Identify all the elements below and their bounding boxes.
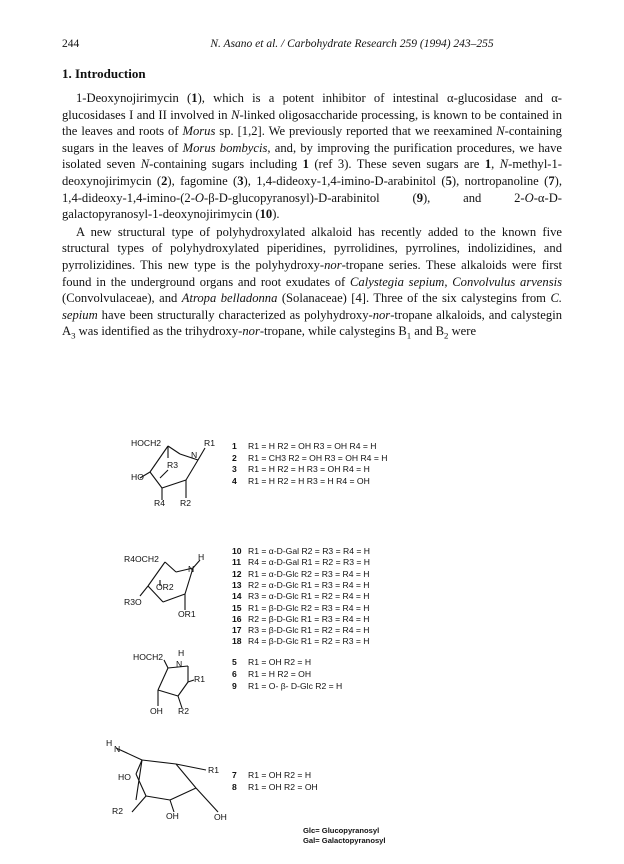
text-segment: O <box>524 190 534 205</box>
atom-label: OR1 <box>178 609 196 619</box>
compound-number: 5 <box>232 657 237 667</box>
substituent-definition: R3 = α-D-Glc R1 = R2 = R4 = H <box>248 591 370 602</box>
compound-number: 12 <box>232 568 242 579</box>
text-segment: ), 1,4-dideoxy-1,4-imino-D-arabinitol ( <box>243 173 446 188</box>
compound-entry <box>232 625 369 635</box>
text-segment: have been structurally characterized as polyhydroxy- <box>97 307 373 322</box>
compound-entry <box>232 614 369 624</box>
compound-number: 8 <box>232 782 237 792</box>
text-segment: 2 <box>444 330 449 341</box>
running-head: N. Asano et al. / Carbohydrate Research 259 (1994) 243–255 <box>210 38 494 50</box>
text-segment: 9 <box>416 190 423 205</box>
abbrev-legend-glc: Glc= Glucopyranosyl <box>303 826 380 835</box>
atom-label: OH <box>150 706 163 716</box>
text-segment: 5 <box>445 173 452 188</box>
compound-entry <box>232 681 342 691</box>
compound-number: 7 <box>232 770 237 780</box>
compound-entry <box>232 636 369 646</box>
atom-label: OH <box>214 812 227 822</box>
substituent-definition: R1 = β-D-Glc R2 = R3 = R4 = H <box>248 602 370 613</box>
text-segment: 3 <box>71 330 76 341</box>
compound-entry <box>232 453 387 463</box>
atom-label: N <box>176 659 183 669</box>
text-segment: sp. [1,2]. We previously reported that we reexamined <box>215 124 497 139</box>
text-segment: -tropane alkaloids, and calystegin A <box>62 307 562 339</box>
atom-label: H <box>198 552 205 562</box>
text-segment: nor <box>324 257 342 272</box>
substituent-definition: R1 = OH R2 = OH <box>248 782 318 792</box>
atom-label: N <box>114 744 121 754</box>
compound-number: 3 <box>232 464 237 475</box>
compound-number: 9 <box>232 680 237 691</box>
atom-label: HOCH2 <box>131 438 162 448</box>
abbrev-legend-gal: Gal= Galactopyranosyl <box>303 836 386 845</box>
atom-label: R3O <box>124 597 142 607</box>
substituent-definition: R2 = α-D-Glc R1 = R3 = R4 = H <box>248 579 370 590</box>
text-segment: N <box>496 124 505 139</box>
compound-entry <box>232 569 370 579</box>
atom-label: R1 <box>194 674 205 684</box>
text-segment: N <box>499 157 509 172</box>
atom-label: R4 <box>154 498 165 508</box>
text-segment: ), and 2- <box>422 190 525 205</box>
text-segment: nor <box>372 307 391 322</box>
atom-label: HOCH2 <box>133 652 164 662</box>
text-segment: N <box>231 107 240 122</box>
text-segment: 2 <box>161 173 168 188</box>
compound-entry <box>232 557 370 567</box>
text-segment: nor <box>242 324 260 339</box>
atom-label: N <box>188 564 195 574</box>
text-segment: (Convolvulaceae), and <box>62 291 182 306</box>
text-segment: Morus bombycis <box>182 140 268 155</box>
text-segment: 3 <box>237 173 244 188</box>
text-segment: N <box>140 157 150 172</box>
section-heading: 1. Introduction <box>62 66 146 81</box>
text-segment: (Solanaceae) [4]. Three of the six calystegins from <box>277 291 551 306</box>
atom-label: H <box>178 648 185 658</box>
compound-number: 4 <box>232 475 237 486</box>
compound-number: 17 <box>232 625 242 636</box>
text-segment: A new structural type of polyhydroxylated alkaloid has recently added to the known five structural types of polyhydroxylated piperidines, pyrrolidines, pyrrolines, indolizidines, and pyrrolizidines. This new type is the polyhydroxy- <box>62 224 562 272</box>
text-segment: -linked oligosaccharide processing, is known to be contained in the leaves and roots of <box>62 107 562 139</box>
text-segment: , and, by improving the purification procedures, we have isolated seven <box>62 140 562 172</box>
text-segment: were <box>448 324 477 339</box>
substituent-definition: R1 = α-D-Glc R2 = R3 = R4 = H <box>248 568 370 579</box>
compound-number: 18 <box>232 636 242 647</box>
text-segment: -α-D-galactopyranosyl-1-deoxynojirimycin ( <box>62 190 562 222</box>
compound-entry <box>232 770 311 780</box>
compound-number: 11 <box>232 557 242 568</box>
atom-label: R2 <box>180 498 191 508</box>
text-segment: 7 <box>548 173 555 188</box>
text-segment: -containing sugars in the leaves of <box>62 124 562 155</box>
text-segment: 1 <box>406 330 412 341</box>
substituent-definition: R1 = H R2 = OH R3 = OH R4 = H <box>248 441 377 451</box>
substituent-definition: R1 = H R2 = H R3 = H R4 = OH <box>248 475 370 486</box>
atom-label: R4OCH2 <box>124 554 159 564</box>
text-segment: was identified as the trihydroxy- <box>75 324 243 339</box>
substituent-definition: R1 = CH3 R2 = OH R3 = OH R4 = H <box>248 452 388 463</box>
text-segment: ), 1,4-dideoxy-1,4-imino-(2- <box>62 173 562 205</box>
atom-label: HO <box>118 772 131 782</box>
compound-entry <box>232 782 318 792</box>
atom-label: H <box>106 738 113 748</box>
text-segment: Calystegia sepium <box>350 274 445 289</box>
text-segment: 1-Deoxynojirimycin ( <box>76 91 192 105</box>
substituent-definition: R1 = OH R2 = H <box>248 770 312 780</box>
text-segment: ), which is a potent inhibitor of intestinal α-glucosidase and α-glucosidases I and II involved in <box>62 91 563 122</box>
text-segment: C. sepium <box>62 291 562 322</box>
compound-entry <box>232 476 370 486</box>
compound-number: 1 <box>232 441 237 451</box>
text-segment: , <box>491 157 500 172</box>
substituent-definition: R1 = H R2 = OH <box>248 668 312 679</box>
substituent-definition: R1 = α-D-Gal R2 = R3 = R4 = H <box>248 546 370 556</box>
compound-entry <box>232 464 370 474</box>
atom-label: R1 <box>208 765 219 775</box>
atom-label: OH <box>166 811 179 821</box>
text-segment: O <box>194 190 205 205</box>
atom-label: R1 <box>204 438 215 448</box>
atom-label: R2 <box>178 706 189 716</box>
atom-label: OR2 <box>156 582 174 592</box>
substituent-definition: R4 = β-D-Glc R1 = R2 = R3 = H <box>248 636 370 647</box>
substituent-definition: R1 = OH R2 = H <box>248 657 312 667</box>
text-segment: and B <box>411 324 445 339</box>
text-segment: ). <box>272 207 280 222</box>
text-segment: (ref 3). These seven sugars are <box>308 157 485 172</box>
compound-number: 16 <box>232 613 242 624</box>
text-segment: 1 <box>191 91 198 105</box>
nortropane-structure <box>116 748 218 812</box>
text-segment: -methyl-1-deoxynojirimycin ( <box>62 157 562 188</box>
compound-entry <box>232 591 370 601</box>
compound-number: 13 <box>232 579 242 590</box>
substituent-definition: R3 = β-D-Glc R1 = R2 = R4 = H <box>248 625 370 636</box>
text-segment: , <box>444 274 453 289</box>
text-segment: -tropane series. These alkaloids were first found in the underground organs and root exudates of <box>62 257 562 289</box>
text-segment: 10 <box>259 207 273 222</box>
substituent-definition: R1 = O- β- D-Glc R2 = H <box>248 680 343 691</box>
page-number: 244 <box>62 38 80 50</box>
substituent-definition: R1 = H R2 = H R3 = OH R4 = H <box>248 464 370 475</box>
compound-entry <box>232 603 369 613</box>
text-segment: -containing sugars including <box>149 157 303 172</box>
text-segment: Convolvulus arvensis <box>452 274 562 289</box>
substituent-definition: R2 = β-D-Glc R1 = R3 = R4 = H <box>248 613 370 624</box>
atom-label: HO <box>131 472 144 482</box>
compound-entry <box>232 669 311 679</box>
compound-number: 14 <box>232 591 242 602</box>
compound-number: 15 <box>232 602 242 613</box>
text-segment: Atropa belladonna <box>181 291 278 306</box>
compound-entry <box>232 580 370 590</box>
compound-entry <box>232 546 370 556</box>
text-segment: Morus <box>182 124 216 139</box>
text-segment: -tropane, while calystegins B <box>259 324 407 339</box>
atom-label: R2 <box>112 806 123 816</box>
compound-entry <box>232 441 376 451</box>
compound-entry <box>232 657 311 667</box>
text-segment: 1 <box>484 157 492 172</box>
text-segment: ), fagomine ( <box>167 173 238 188</box>
text-segment: -β-D-glucopyranosyl)-D-arabinitol ( <box>204 190 417 205</box>
atom-label: R3 <box>167 460 178 470</box>
atom-label: N <box>191 450 198 460</box>
substituent-definition: R4 = α-D-Gal R1 = R2 = R3 = H <box>248 557 370 568</box>
text-segment: ), nortropanoline ( <box>451 173 549 188</box>
compound-number: 2 <box>232 452 237 463</box>
compound-number: 10 <box>232 546 242 556</box>
text-segment: 1 <box>302 157 309 172</box>
compound-number: 6 <box>232 668 237 679</box>
